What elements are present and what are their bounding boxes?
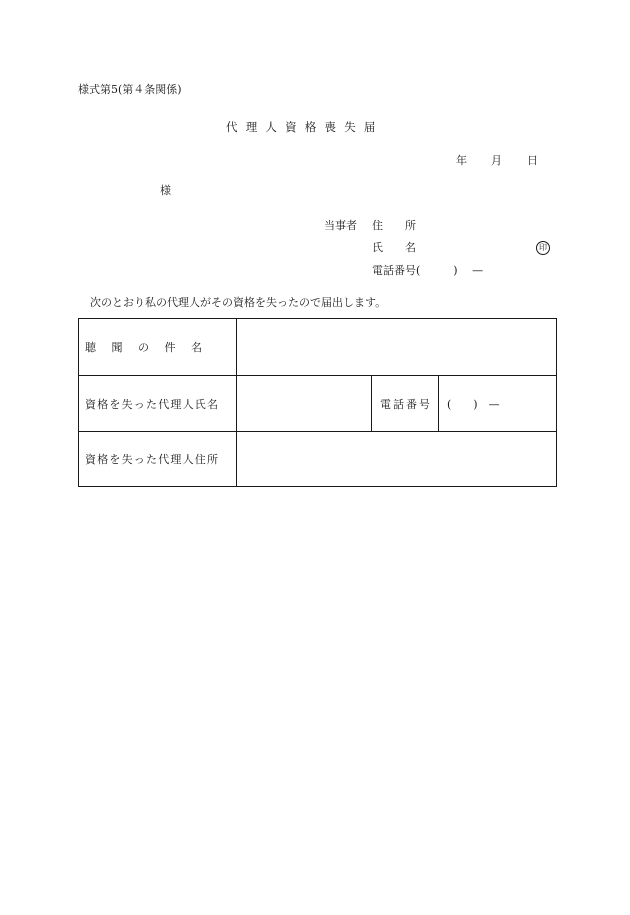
agent-phone-field[interactable]: ( ) — — [447, 397, 500, 411]
agent-address-field[interactable] — [237, 432, 556, 486]
form-number: 様式第5(第４条関係) — [78, 83, 182, 96]
hearing-subject-label: 聴聞の件名 — [79, 319, 237, 375]
agent-address-label: 資格を失った代理人住所 — [79, 432, 237, 486]
form-table — [78, 318, 557, 487]
addressee-suffix: 様 — [160, 184, 171, 197]
name-label: 氏 名 — [372, 241, 416, 254]
agent-name-label: 資格を失った代理人氏名 — [79, 376, 237, 431]
agent-phone-label: 電話番号 — [374, 376, 439, 431]
document-title: 代理人資格喪失届 — [226, 120, 384, 134]
hearing-subject-field[interactable] — [237, 319, 556, 375]
intro-text: 次のとおり私の代理人がその資格を失ったので届出します。 — [90, 296, 387, 309]
agent-name-field[interactable] — [237, 376, 372, 431]
seal-mark: 印 — [536, 241, 550, 255]
party-label: 当事者 — [324, 219, 357, 232]
phone-label: 電話番号( ) — — [372, 264, 484, 277]
date-year-label: 年 — [456, 154, 467, 167]
table-row-agent-name — [79, 375, 556, 431]
date-month-label: 月 — [491, 154, 502, 167]
date-line — [456, 154, 538, 168]
table-row-hearing-subject — [79, 319, 556, 375]
address-label: 住 所 — [372, 219, 416, 232]
date-day-label: 日 — [527, 154, 538, 167]
table-row-agent-address — [79, 431, 556, 486]
